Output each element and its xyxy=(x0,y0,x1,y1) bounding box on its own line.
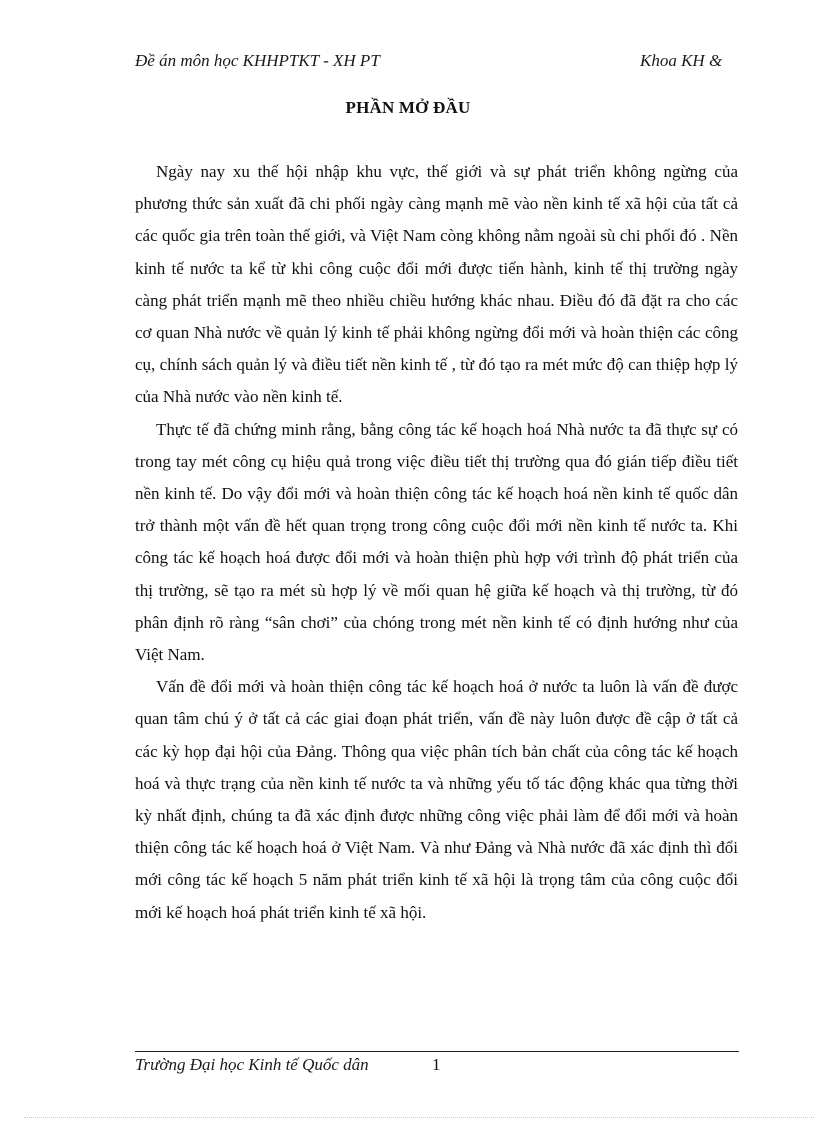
page-bottom-dotted-line xyxy=(24,1117,814,1118)
footer-school-name: Trường Đại học Kinh tế Quốc dân xyxy=(135,1055,369,1074)
header-course-title: Đề án môn học KHHPTKT - XH PT xyxy=(135,51,380,70)
paragraph-intro: Ngày nay xu thế hội nhập khu vực, thế giới và sự phát triển không ngừng của phương thức sản xuất đã chi phối ngày càng mạnh mẽ vào nền kinh tế xã hội của tất cả các quốc gia trên toàn thế giới, và Việt Nam còng không nằm ngoài sù chi phối đó . Nền kinh tế nước ta kể từ khi công cuộc đổi mới được tiến hành, kinh tế thị trường ngày càng phát triển mạnh mẽ theo nhiều chiều hướng khác nhau. Điều đó đã đặt ra cho các cơ quan Nhà nước về quản lý kinh tế phải không ngừng đổi mới và hoàn thiện các công cụ, chính sách quản lý và điều tiết nền kinh tế , từ đó tạo ra mét mức độ can thiệp hợp lý của Nhà nước vào nền kinh tế. xyxy=(135,162,738,407)
page-number: 1 xyxy=(432,1055,441,1074)
page-title: PHẦN MỞ ĐẦU xyxy=(345,98,471,117)
footer-divider xyxy=(135,1051,739,1052)
document-body xyxy=(135,156,738,929)
paragraph-reform-issue: Vấn đề đổi mới và hoàn thiện công tác kế hoạch hoá ở nước ta luôn là vấn đề được quan tâm chú ý ở tất cả các giai đoạn phát triển, vấn đề này luôn được đề cập ở tất cả các kỳ họp đại hội của Đảng. Thông qua việc phân tích bản chất của công tác kế hoạch hoá và thực trạng của nền kinh tế nước ta và những yếu tố tác động khác qua từng thời kỳ nhất định, chúng ta đã xác định được những công việc phải làm để đổi mới và hoàn thiện công tác kế hoạch hoá ở Việt Nam. Và như Đảng và Nhà nước đã xác định thì đổi mới công tác kế hoạch 5 năm phát triển kinh tế xã hội là trọng tâm của công cuộc đổi mới kế hoạch hoá phát triển kinh tế xã hội. xyxy=(135,677,738,922)
header-faculty: Khoa KH & xyxy=(640,51,723,70)
paragraph-planning-tool: Thực tế đã chứng minh rằng, bằng công tác kế hoạch hoá Nhà nước ta đã thực sự có trong tay mét công cụ hiệu quả trong việc điều tiết thị trường qua đó gián tiếp điều tiết nền kinh tế. Do vậy đổi mới và hoàn thiện công tác kế hoạch hoá nền kinh tế quốc dân trở thành một vấn đề hết quan trọng trong công cuộc đổi mới nền kinh tế nước ta. Khi công tác kế hoạch hoá được đổi mới và hoàn thiện phù hợp với trình độ phát triển của thị trường, sẽ tạo ra mét sù hợp lý về mối quan hệ giữa kế hoạch và thị trường, từ đó phân định rõ ràng “sân chơi” của chóng trong mét nền kinh tế có định hướng như của Việt Nam. xyxy=(135,419,738,665)
